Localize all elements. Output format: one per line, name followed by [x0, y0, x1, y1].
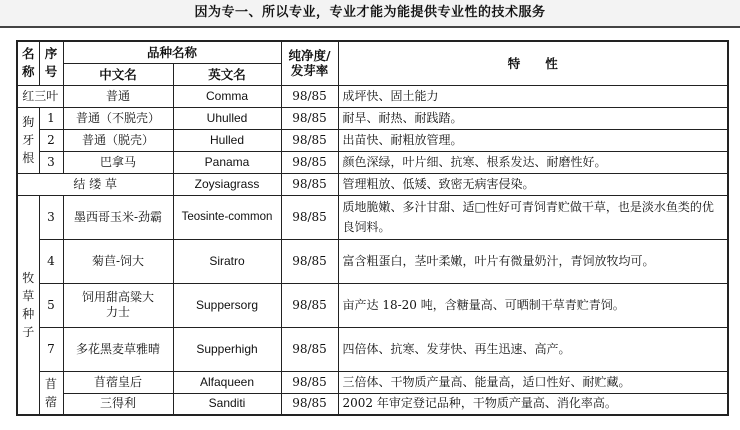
row-traits: 质地脆嫩、多汁甘甜、适□性好可青饲青贮做干草，也是淡水鱼类的优良饲料。: [338, 195, 728, 239]
row-cn: 菊苣-饲大: [63, 239, 173, 283]
row-traits: 成坪快、固土能力: [338, 85, 728, 107]
row-en: Supperhigh: [173, 327, 281, 371]
row-seq: 2: [39, 129, 63, 151]
table-row: [17, 393, 728, 415]
table-row: [17, 151, 728, 173]
table-row: [17, 327, 728, 371]
row-seq: 3: [39, 195, 63, 239]
row-traits: 出苗快、耐粗放管理。: [338, 129, 728, 151]
row-cn: 饲用甜高粱大力士: [63, 283, 173, 327]
header-row-1: [17, 41, 728, 63]
row-name: 结 缕 草: [17, 173, 173, 195]
header-purity: 纯净度/发芽率: [281, 41, 338, 85]
row-traits: 亩产达 18-20 吨，含糖量高、可晒制干草青贮青饲。: [338, 283, 728, 327]
row-purity: 98/85: [281, 239, 338, 283]
row-en: Uhulled: [173, 107, 281, 129]
table-row: [17, 283, 728, 327]
row-cn: 巴拿马: [63, 151, 173, 173]
row-seq: 3: [39, 151, 63, 173]
row-cn: 普通（脱壳）: [63, 129, 173, 151]
table-row: [17, 107, 728, 129]
row-en: Sanditi: [173, 393, 281, 415]
row-seq: 7: [39, 327, 63, 371]
row-en: Panama: [173, 151, 281, 173]
row-purity: 98/85: [281, 129, 338, 151]
row-cn: 三得利: [63, 393, 173, 415]
row-purity: 98/85: [281, 107, 338, 129]
header-name: 名称: [17, 41, 39, 85]
table-row: [17, 195, 728, 239]
row-en: Alfaqueen: [173, 371, 281, 393]
row-en: Teosinte-common: [173, 195, 281, 239]
row-purity: 98/85: [281, 371, 338, 393]
table-row: [17, 173, 728, 195]
row-en: Comma: [173, 85, 281, 107]
row-en: Zoysiagrass: [173, 173, 281, 195]
header-cn: 中文名: [63, 63, 173, 85]
row-traits: 三倍体、干物质产量高、能量高，适口性好、耐贮藏。: [338, 371, 728, 393]
row-traits: 管理粗放、低矮、致密无病害侵染。: [338, 173, 728, 195]
row-cn: 普通: [63, 85, 173, 107]
table-row: [17, 85, 728, 107]
row-traits: 颜色深绿，叶片细、抗寒、根系发达、耐磨性好。: [338, 151, 728, 173]
header-seq: 序号: [39, 41, 63, 85]
table-row: [17, 239, 728, 283]
row-cn: 普通（不脱壳）: [63, 107, 173, 129]
row-en: Hulled: [173, 129, 281, 151]
row-cn: 苜蓿皇后: [63, 371, 173, 393]
group-dogtooth: 狗牙根: [17, 107, 39, 173]
row-seq: 5: [39, 283, 63, 327]
row-purity: 98/85: [281, 327, 338, 371]
header-variety: 品种名称: [63, 41, 281, 63]
row-traits: 2002 年审定登记品种，干物质产量高、消化率高。: [338, 393, 728, 415]
row-purity: 98/85: [281, 195, 338, 239]
variety-table-wrapper: [16, 40, 729, 416]
row-seq: 4: [39, 239, 63, 283]
row-cn: 多花黑麦草雅晴: [63, 327, 173, 371]
row-purity: 98/85: [281, 151, 338, 173]
row-seq: 1: [39, 107, 63, 129]
variety-table: [16, 40, 729, 416]
row-purity: 98/85: [281, 283, 338, 327]
row-traits: 四倍体、抗寒、发芽快、再生迅速、高产。: [338, 327, 728, 371]
table-row: [17, 371, 728, 393]
row-purity: 98/85: [281, 393, 338, 415]
row-purity: 98/85: [281, 85, 338, 107]
row-en: Siratro: [173, 239, 281, 283]
row-purity: 98/85: [281, 173, 338, 195]
row-en: Suppersorg: [173, 283, 281, 327]
group-forage: 牧草种子: [17, 195, 39, 415]
page-banner: 因为专一、所以专业，专业才能为能提供专业性的技术服务: [0, 0, 740, 28]
row-traits: 耐旱、耐热、耐践踏。: [338, 107, 728, 129]
row-name: 红三叶: [17, 85, 63, 107]
header-traits: 特 性: [338, 41, 728, 85]
row-traits: 富含粗蛋白，茎叶柔嫩，叶片有微量奶汁，青饲放牧均可。: [338, 239, 728, 283]
table-row: [17, 129, 728, 151]
group-alfalfa: 苜蓿: [39, 371, 63, 415]
header-en: 英文名: [173, 63, 281, 85]
row-cn: 墨西哥玉米-劲霸: [63, 195, 173, 239]
